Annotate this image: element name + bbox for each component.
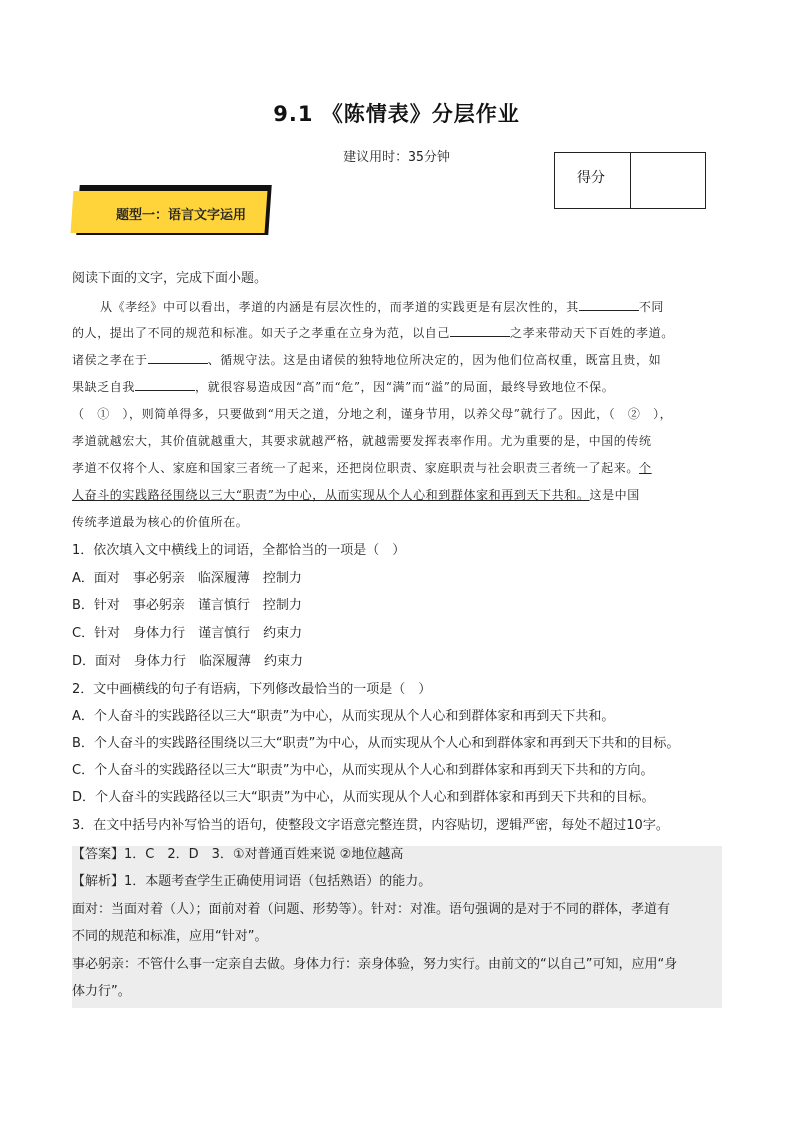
section-badge-label: 题型一：语言文字运用 [116, 208, 247, 223]
option-a: A．个人奋斗的实践路径以三大“职责”为中心，从而实现从个人心和到群体家和再到天下共和。 [72, 709, 615, 724]
option-d: D．个人奋斗的实践路径以三大“职责”为中心，从而实现从个人心和到群体家和再到天下共和的目标。 [72, 790, 655, 805]
section-badge [72, 185, 272, 237]
passage-line: 传统孝道最为核心的价值所在。 [72, 515, 249, 529]
passage-text: 从《孝经》中可以看出，孝道的内涵是有层次性的，而孝道的实践更是有层次性的，其 [100, 300, 579, 314]
passage-line [72, 482, 722, 509]
instruction: 阅读下面的文字，完成下面小题。 [72, 271, 268, 286]
passage-line: 孝道就越宏大，其价值就越重大，其要求就越严格，就越需要发挥表率作用。尤为重要的是，中国的传统 [72, 434, 652, 448]
option-c: C．个人奋斗的实践路径以三大“职责”为中心，从而实现从个人心和到群体家和再到天下共和的方向。 [72, 763, 654, 778]
passage-text: 这是中国 [589, 488, 640, 502]
passage-line [72, 455, 722, 482]
option-b: B．个人奋斗的实践路径围绕以三大“职责”为中心，从而实现从个人心和到群体家和再到天下共和的目标。 [72, 736, 680, 751]
score-value-cell [631, 153, 705, 208]
blank-3 [148, 349, 208, 364]
passage-text: 的人，提出了不同的规范和标准。如天子之孝重在立身为范，以自己 [72, 326, 451, 340]
passage-text: 、循规守法。这是由诸侯的独特地位所决定的，因为他们位高权重，既富且贵，如 [207, 353, 662, 367]
analysis-line: 体力行”。 [72, 984, 131, 999]
passage-text: 果缺乏自我 [72, 380, 136, 394]
analysis-line: 事必躬亲：不管什么事一定亲自去做。身体力行：亲身体验，努力实行。由前文的“以自己”可知，应用“身 [72, 957, 678, 972]
passage-line [72, 347, 722, 374]
option-b: B．针对 事必躬亲 谨言慎行 控制力 [72, 598, 302, 613]
question-3-stem: 3．在文中括号内补写恰当的语句，使整段文字语意完整连贯，内容贴切，逻辑严密，每处不超过10字。 [72, 818, 669, 833]
underlined-sentence: 个 [639, 461, 652, 475]
analysis-line: 【解析】1．本题考查学生正确使用词语（包括熟语）的能力。 [72, 874, 432, 889]
page-title: 9.1 《陈情表》分层作业 [273, 102, 520, 126]
score-table [554, 152, 706, 209]
blank-2 [450, 322, 510, 337]
underlined-sentence: 人奋斗的实践路径围绕以三大“职责”为中心，从而实现从个人心和到群体家和再到天下共和。 [72, 488, 590, 502]
passage-text: 不同 [638, 300, 665, 314]
answer-line: 【答案】1．C 2．D 3．①对普通百姓来说 ②地位越高 [72, 847, 404, 862]
passage-text: 之孝来带动天下百姓的孝道。 [510, 326, 674, 340]
passage-line: （ ① ），则简单得多，只要做到“用天之道，分地之利，谨身节用，以养父母”就行了。因此，（ ② ）， [72, 407, 673, 421]
passage-line [100, 294, 722, 321]
analysis-line: 不同的规范和标准，应用“针对”。 [72, 929, 268, 944]
option-d: D．面对 身体力行 临深履薄 约束力 [72, 654, 304, 669]
passage-line [72, 374, 722, 401]
passage-text: 孝道不仅将个人、家庭和国家三者统一了起来，还把岗位职责、家庭职责与社会职责三者统一了起来。 [72, 461, 640, 475]
blank-1 [579, 296, 639, 311]
option-a: A．面对 事必躬亲 临深履薄 控制力 [72, 571, 302, 586]
option-c: C．针对 身体力行 谨言慎行 约束力 [72, 626, 303, 641]
analysis-line: 面对：当面对着（人）；面前对着（问题、形势等）。针对：对准。语句强调的是对于不同的群体，孝道有 [72, 902, 671, 917]
blank-4 [135, 376, 195, 391]
score-label: 得分 [555, 153, 631, 208]
passage-text: ，就很容易造成因“高”而“危”，因“满”而“溢”的局面，最终导致地位不保。 [195, 380, 615, 394]
passage-text: 诸侯之孝在于 [72, 353, 148, 367]
passage-line [72, 320, 722, 347]
suggested-time: 建议用时：35分钟 [343, 150, 450, 165]
question-stem: 2．文中画横线的句子有语病，下列修改最恰当的一项是（ ） [72, 682, 432, 697]
question-stem: 1．依次填入文中横线上的词语，全都恰当的一项是（ ） [72, 543, 406, 558]
